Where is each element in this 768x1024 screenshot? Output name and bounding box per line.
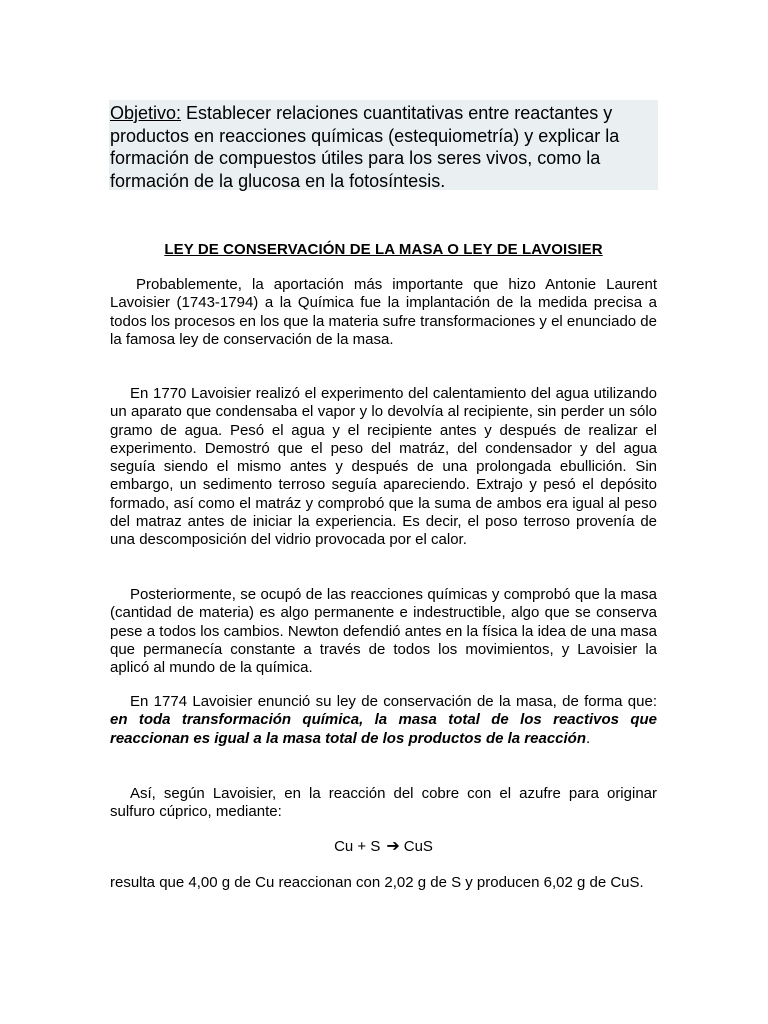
equation-product: CuS (403, 838, 433, 855)
paragraph-3 (110, 586, 657, 677)
paragraph-5-text: Así, según Lavoisier, en la reacción del cobre con el azufre para originar sulfuro cúprico, mediante: (110, 785, 657, 821)
chemical-equation (110, 836, 657, 856)
objective-label: Objetivo: (110, 103, 182, 123)
paragraph-4-end: . (586, 729, 591, 747)
paragraph-1-text: Probablemente, la aportación más importante que hizo Antonie Laurent Lavoisier (1743-1794) a la Química fue la implantación de la medida precisa a todos los procesos en los que la materia sufre transformaciones y el enunciado de la famosa ley de conservación de la masa. (110, 276, 657, 348)
objective-text: Establecer relaciones cuantitativas entre reactantes y productos en reacciones químicas (estequiometría) y explicar la formación de compuestos útiles para los seres vivos, como la formación de la glucosa en la fotosíntesis. (110, 103, 620, 191)
section-heading: LEY DE CONSERVACIÓN DE LA MASA O LEY DE LAVOISIER (164, 241, 603, 258)
paragraph-3-text: Posteriormente, se ocupó de las reacciones químicas y comprobó que la masa (cantidad de materia) es algo permanente e indestructible, algo que se conserva pese a todos los cambios. Newton defendió antes en la física la idea de una masa que permanecía constante a través de todos los movimientos, y Lavoisier la aplicó al mundo de la química. (110, 586, 657, 677)
paragraph-2-text: En 1770 Lavoisier realizó el experimento del calentamiento del agua utilizando un aparato que condensaba el vapor y lo devolvía al recipiente, sin perder un sólo gramo de agua. Pesó el agua y el recipiente antes y después de realizar el experimento. Demostró que el peso del matráz, del condensador y del agua seguía siendo el mismo antes y después de una prolongada ebullición. Sin embargo, un sedimento terroso seguía apareciendo. Extrajo y pesó el depósito formado, así como el matráz y comprobó que la suma de ambos era igual al peso del matraz antes de iniciar la experiencia. Es decir, el poso terroso provenía de una descomposición del vidrio provocada por el calor. (110, 385, 657, 549)
paragraph-4 (110, 693, 657, 748)
paragraph-1 (110, 276, 657, 349)
paragraph-6-text: resulta que 4,00 g de Cu reaccionan con 2,02 g de S y producen 6,02 g de CuS. (110, 874, 644, 891)
objective-box (109, 100, 658, 190)
paragraph-4-intro: En 1774 Lavoisier enunció su ley de conservación de la masa, de forma que: (130, 693, 657, 710)
equation-reactants: Cu + S (334, 838, 381, 855)
conservation-law-statement: en toda transformación química, la masa total de los reactivos que reaccionan es igual a la masa total de los productos de la reacción (110, 711, 657, 747)
paragraph-2 (110, 385, 657, 550)
paragraph-5 (110, 785, 657, 822)
arrow-icon: ➔ (386, 838, 400, 855)
paragraph-6 (110, 874, 657, 892)
